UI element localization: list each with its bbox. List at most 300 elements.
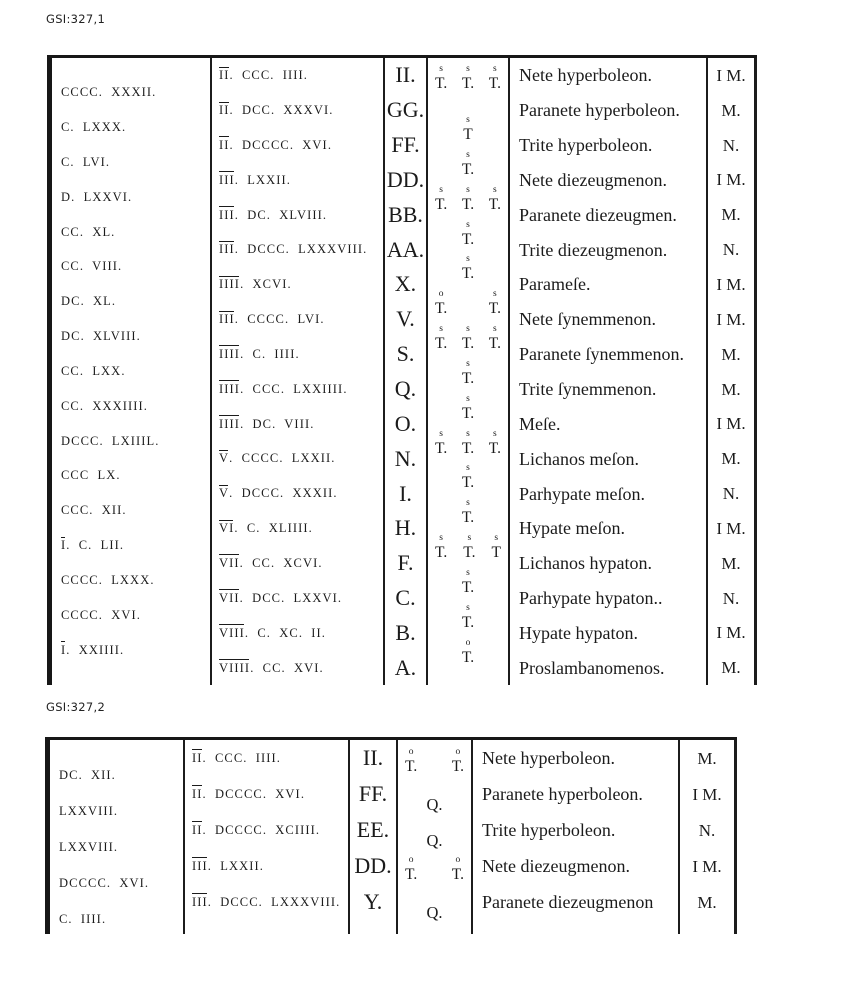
note-name: Trite ſynemmenon. bbox=[519, 379, 657, 400]
numeral-text: DC. XLVIII. bbox=[61, 329, 141, 344]
note-name: Nete diezeugmenon. bbox=[519, 169, 667, 190]
tone-symbol: T bbox=[463, 126, 473, 144]
interval-cell bbox=[398, 812, 473, 848]
interval-cell bbox=[428, 58, 510, 93]
overlined-numeral: IIII bbox=[219, 277, 241, 292]
note-letter-cell bbox=[385, 372, 428, 407]
interval-mark: s bbox=[466, 428, 470, 439]
note-letter: N. bbox=[394, 445, 417, 471]
string-number-numeral bbox=[219, 348, 300, 361]
numeral-text: . C. IIII. bbox=[240, 346, 300, 361]
genus-mark: M. bbox=[721, 379, 741, 399]
note-letter: X. bbox=[394, 271, 417, 297]
note-name: Trite hyperboleon. bbox=[519, 135, 653, 156]
interval-mark: s bbox=[466, 602, 470, 613]
interval-cell bbox=[428, 160, 510, 213]
note-name-cell bbox=[510, 58, 708, 93]
note-name-cell bbox=[473, 884, 680, 920]
interval-mark: o bbox=[465, 637, 471, 648]
numeral-text: . DC. XLVIII. bbox=[234, 207, 328, 222]
mark-cell bbox=[680, 848, 737, 884]
note-letter-cell bbox=[385, 406, 428, 441]
tone-symbol: T. bbox=[451, 865, 464, 883]
string-number-numeral bbox=[219, 174, 291, 187]
interval-mark: s bbox=[439, 184, 443, 195]
interval-mark: s bbox=[439, 64, 443, 75]
interval-mark: s bbox=[466, 184, 470, 195]
tone-symbol: T. bbox=[405, 865, 418, 883]
difference-cell bbox=[50, 776, 185, 818]
overlined-numeral: VIIII bbox=[219, 660, 251, 675]
difference-cell bbox=[52, 476, 212, 518]
note-name: Nete hyperboleon. bbox=[519, 65, 652, 86]
interval-unit bbox=[452, 748, 464, 775]
numeral-text: . DC. VIII. bbox=[240, 416, 315, 431]
string-number-cell bbox=[212, 302, 385, 337]
note-name: Trite diezeugmenon. bbox=[519, 239, 668, 260]
tone-symbol: T. bbox=[461, 265, 475, 283]
string-number-cell bbox=[212, 581, 385, 616]
note-letter-cell bbox=[385, 232, 428, 267]
numeral-text: DC. XII. bbox=[59, 767, 116, 782]
numeral-text: . DCCC. LXXXVIII. bbox=[234, 242, 368, 257]
interval-cell bbox=[428, 578, 510, 631]
note-name-cell bbox=[510, 650, 708, 685]
interval-mark: s bbox=[493, 184, 497, 195]
note-name: Hypate meſon. bbox=[519, 518, 625, 539]
interval-cell bbox=[428, 476, 510, 527]
interval-mark: s bbox=[466, 324, 470, 335]
string-number-cell bbox=[185, 776, 350, 812]
numeral-text: CC. XL. bbox=[61, 224, 116, 239]
note-name-cell bbox=[510, 197, 708, 232]
note-letter-cell bbox=[385, 581, 428, 616]
interval-mark: s bbox=[466, 358, 470, 369]
note-letter-cell bbox=[350, 884, 398, 920]
interval-mark: s bbox=[493, 324, 497, 335]
overlined-numeral: II bbox=[219, 68, 230, 83]
interval-mark: o bbox=[455, 746, 461, 757]
interval-mark: s bbox=[439, 533, 443, 544]
note-letter-cell bbox=[385, 650, 428, 685]
interval-cell bbox=[428, 93, 510, 144]
tone-symbol: T. bbox=[461, 369, 475, 387]
interval-mark: s bbox=[466, 254, 470, 265]
genus-mark: I M. bbox=[716, 309, 746, 329]
tone-symbol: T. bbox=[461, 404, 475, 422]
overlined-numeral: VIII bbox=[219, 625, 245, 640]
numeral-text: CC. VIII. bbox=[61, 259, 123, 274]
tone-symbol: T. bbox=[488, 335, 501, 353]
overlined-numeral: V bbox=[219, 451, 230, 466]
numeral-text: . CC. XCVI. bbox=[239, 555, 323, 570]
string-number-cell bbox=[212, 232, 385, 267]
string-number-cell bbox=[212, 163, 385, 198]
interval-marks bbox=[398, 748, 471, 775]
tone-symbol: T. bbox=[435, 300, 448, 318]
tone-symbol: T. bbox=[405, 757, 418, 775]
tone-symbol: T. bbox=[463, 544, 476, 562]
interval-mark: s bbox=[466, 219, 470, 230]
mark-cell bbox=[708, 232, 757, 267]
difference-cell bbox=[50, 848, 185, 890]
note-name: Lichanos hypaton. bbox=[519, 553, 652, 574]
note-name-cell bbox=[510, 128, 708, 163]
mark-cell bbox=[708, 546, 757, 581]
genus-mark: N. bbox=[722, 135, 740, 155]
note-letter-cell bbox=[350, 776, 398, 812]
interval-marks bbox=[398, 794, 471, 814]
interval-mark: s bbox=[439, 324, 443, 335]
tone-symbol: T. bbox=[461, 439, 475, 457]
interval-cell bbox=[398, 740, 473, 776]
interval-mark: s bbox=[466, 567, 470, 578]
table-1 bbox=[47, 55, 757, 685]
overlined-numeral: III bbox=[192, 858, 208, 873]
tone-symbol: T. bbox=[461, 160, 475, 178]
genus-mark: M. bbox=[721, 658, 741, 678]
numeral-text: . DCCC. LXXXVIII. bbox=[207, 894, 341, 909]
mark-cell bbox=[708, 267, 757, 302]
string-number-numeral bbox=[219, 557, 323, 570]
note-name-cell bbox=[510, 476, 708, 511]
numeral-text: . DCCCC. XCIIII. bbox=[202, 822, 321, 837]
note-name: Meſe. bbox=[519, 413, 561, 434]
difference-cell bbox=[50, 884, 185, 926]
tone-symbol: T. bbox=[461, 648, 475, 666]
note-letter-cell bbox=[385, 58, 428, 93]
note-letter-cell bbox=[385, 337, 428, 372]
note-name-cell bbox=[510, 372, 708, 407]
string-number-numeral bbox=[219, 69, 308, 82]
numeral-text: C. LVI. bbox=[61, 154, 111, 169]
note-name-cell bbox=[510, 93, 708, 128]
overlined-numeral: IIII bbox=[219, 381, 241, 396]
interval-marks bbox=[398, 902, 471, 922]
mark-cell bbox=[708, 441, 757, 476]
interval-unit bbox=[452, 856, 464, 883]
interval-unit bbox=[489, 65, 501, 92]
tone-symbol: T. bbox=[461, 195, 475, 213]
tone-symbol: T. bbox=[435, 335, 448, 353]
note-letter: F. bbox=[397, 550, 414, 576]
tone-symbol: T. bbox=[451, 757, 464, 775]
interval-cell bbox=[428, 197, 510, 248]
string-number-numeral bbox=[219, 452, 336, 465]
genus-mark: M. bbox=[721, 205, 741, 225]
string-number-numeral bbox=[192, 860, 264, 873]
note-letter: GG. bbox=[386, 97, 425, 123]
numeral-text: DC. XL. bbox=[61, 294, 117, 309]
mark-cell bbox=[708, 372, 757, 407]
string-number-cell bbox=[185, 740, 350, 776]
note-letter-cell bbox=[385, 267, 428, 302]
note-letter: C. bbox=[395, 585, 416, 611]
string-number-cell bbox=[212, 128, 385, 163]
interval-unit bbox=[405, 856, 417, 883]
tone-symbol: T. bbox=[435, 439, 448, 457]
difference-cell bbox=[52, 197, 212, 239]
note-letter: I. bbox=[399, 480, 412, 506]
page-label-1: GSI:327,1 bbox=[46, 12, 106, 26]
string-number-cell bbox=[212, 441, 385, 476]
interval-mark: s bbox=[466, 149, 470, 160]
interval-cell bbox=[428, 613, 510, 666]
table-2 bbox=[45, 737, 737, 934]
overlined-numeral: II bbox=[192, 786, 203, 801]
interval-cell bbox=[428, 302, 510, 353]
note-name: Parhypate meſon. bbox=[519, 483, 645, 504]
string-number-numeral bbox=[192, 824, 320, 837]
interval-mark: s bbox=[466, 463, 470, 474]
interval-mark: o bbox=[408, 746, 414, 757]
note-name-cell bbox=[510, 581, 708, 616]
note-letter-cell bbox=[385, 616, 428, 651]
difference-cell bbox=[50, 740, 185, 782]
interval-marks bbox=[398, 856, 471, 883]
genus-mark: M. bbox=[721, 100, 741, 120]
numeral-text: CCC LX. bbox=[61, 468, 121, 483]
note-letter: AA. bbox=[386, 236, 425, 262]
mark-cell bbox=[680, 920, 737, 934]
overlined-numeral: IIII bbox=[219, 416, 241, 431]
interval-mark: o bbox=[455, 854, 461, 865]
string-number-cell bbox=[212, 267, 385, 302]
note-name: Nete diezeugmenon. bbox=[482, 856, 630, 876]
string-number-cell bbox=[185, 920, 350, 934]
difference-cell bbox=[52, 546, 212, 587]
genus-mark: M. bbox=[697, 892, 717, 912]
difference-cell bbox=[52, 128, 212, 169]
note-name-cell bbox=[510, 163, 708, 198]
overlined-numeral: II bbox=[192, 822, 203, 837]
tone-symbol: T. bbox=[488, 300, 501, 318]
difference-cell bbox=[52, 372, 212, 413]
string-number-cell bbox=[185, 884, 350, 920]
note-letter: H. bbox=[394, 515, 417, 541]
tone-symbol: T. bbox=[461, 578, 475, 596]
interval-mark: s bbox=[466, 115, 470, 126]
mark-cell bbox=[708, 616, 757, 651]
numeral-text: . DCCCC. XVI. bbox=[202, 786, 306, 801]
string-number-numeral bbox=[219, 104, 333, 117]
string-number-cell bbox=[212, 511, 385, 546]
note-letter-cell bbox=[350, 920, 398, 934]
interval-cell bbox=[398, 884, 473, 920]
mark-cell bbox=[680, 776, 737, 812]
genus-mark: I M. bbox=[716, 414, 746, 434]
quarter-symbol: Q. bbox=[426, 830, 443, 850]
string-number-numeral bbox=[219, 313, 325, 326]
overlined-numeral: VII bbox=[219, 555, 240, 570]
genus-mark: M. bbox=[697, 748, 717, 768]
numeral-text: . C. XLIIII. bbox=[234, 521, 313, 536]
mark-cell bbox=[708, 476, 757, 511]
note-letter-cell bbox=[385, 511, 428, 546]
note-name: Parhypate hypaton.. bbox=[519, 588, 663, 609]
tone-symbol: T. bbox=[488, 75, 501, 93]
difference-cell bbox=[52, 93, 212, 135]
note-name-cell bbox=[510, 546, 708, 581]
string-number-numeral bbox=[192, 896, 340, 909]
numeral-text: CCCC. LXXX. bbox=[61, 572, 155, 587]
interval-mark: s bbox=[494, 533, 499, 544]
note-letter: A. bbox=[394, 654, 417, 680]
numeral-text: . LXXII. bbox=[234, 172, 291, 187]
note-letter: DD. bbox=[354, 853, 392, 878]
string-number-cell bbox=[212, 650, 385, 685]
note-name-cell bbox=[510, 441, 708, 476]
interval-mark: s bbox=[466, 393, 470, 404]
numeral-text: . CCCC. LVI. bbox=[234, 312, 325, 327]
note-name-cell bbox=[510, 616, 708, 651]
tone-symbol: T. bbox=[461, 509, 475, 527]
difference-cell bbox=[50, 812, 185, 854]
note-letter-cell bbox=[385, 93, 428, 128]
interval-cell bbox=[428, 232, 510, 283]
numeral-text: LXXVIII. bbox=[59, 839, 119, 854]
note-name-cell bbox=[473, 812, 680, 848]
note-name-cell bbox=[510, 267, 708, 302]
note-name: Parameſe. bbox=[519, 274, 591, 295]
numeral-text: C. LXXX. bbox=[61, 120, 127, 135]
note-name-cell bbox=[510, 511, 708, 546]
difference-cell bbox=[52, 441, 212, 483]
note-letter-cell bbox=[350, 740, 398, 776]
note-name: Paranete diezeugmen. bbox=[519, 204, 677, 225]
overlined-numeral: II bbox=[219, 103, 230, 118]
numeral-text: DCCC. LXIIIL. bbox=[61, 433, 160, 448]
genus-mark: I M. bbox=[716, 65, 746, 85]
mark-cell bbox=[680, 740, 737, 776]
difference-cell bbox=[52, 267, 212, 309]
note-letter: FF. bbox=[391, 132, 420, 158]
note-name: Nete hyperboleon. bbox=[482, 748, 615, 768]
string-number-numeral bbox=[219, 592, 342, 605]
interval-cell bbox=[398, 848, 473, 884]
note-name: Proslambanomenos. bbox=[519, 657, 665, 678]
note-name-cell bbox=[510, 302, 708, 337]
note-name-cell bbox=[473, 920, 680, 934]
mark-cell bbox=[708, 163, 757, 198]
note-name: Paranete diezeugmenon bbox=[482, 892, 654, 912]
note-letter: V. bbox=[396, 306, 415, 332]
difference-cell bbox=[52, 232, 212, 274]
tone-symbol: T. bbox=[461, 75, 475, 93]
note-letter: B. bbox=[395, 619, 416, 645]
interval-mark: s bbox=[493, 289, 497, 300]
numeral-text: . CC. XVI. bbox=[250, 660, 324, 675]
numeral-text: CCC. XII. bbox=[61, 503, 127, 518]
numeral-text: C. IIII. bbox=[59, 911, 107, 926]
interval-unit bbox=[435, 65, 447, 92]
tone-symbol: T. bbox=[435, 195, 448, 213]
genus-mark: N. bbox=[722, 240, 740, 260]
numeral-text: . XXIIII. bbox=[66, 642, 125, 657]
note-name: Nete ſynemmenon. bbox=[519, 309, 656, 330]
interval-unit bbox=[462, 65, 474, 92]
numeral-text: . XCVI. bbox=[240, 277, 292, 292]
string-number-numeral bbox=[219, 243, 367, 256]
note-name: Trite hyperboleon. bbox=[482, 820, 616, 840]
mark-cell bbox=[708, 197, 757, 232]
numeral-text: DCCCC. XVI. bbox=[59, 875, 150, 890]
numeral-text: . CCC. IIII. bbox=[202, 750, 282, 765]
difference-cell bbox=[52, 337, 212, 378]
note-letter-cell bbox=[385, 476, 428, 511]
string-number-numeral bbox=[192, 752, 281, 765]
interval-mark: s bbox=[493, 428, 497, 439]
note-letter-cell bbox=[350, 848, 398, 884]
note-letter: FF. bbox=[358, 781, 388, 806]
numeral-text: D. LXXVI. bbox=[61, 189, 133, 204]
string-number-cell bbox=[212, 197, 385, 232]
note-letter: II. bbox=[362, 745, 384, 770]
interval-cell bbox=[428, 337, 510, 387]
note-name: Paranete hyperboleon. bbox=[482, 784, 643, 804]
numeral-text: . LXXII. bbox=[207, 858, 264, 873]
interval-cell bbox=[428, 511, 510, 562]
difference-cell bbox=[52, 163, 212, 204]
string-number-numeral bbox=[219, 139, 332, 152]
overlined-numeral: II bbox=[192, 750, 203, 765]
string-number-numeral bbox=[219, 383, 348, 396]
mark-cell bbox=[708, 581, 757, 616]
note-letter-cell bbox=[385, 163, 428, 198]
note-name-cell bbox=[473, 740, 680, 776]
difference-cell bbox=[50, 920, 185, 934]
note-name: Paranete ſynemmenon. bbox=[519, 344, 684, 365]
interval-mark: s bbox=[466, 498, 470, 509]
note-name-cell bbox=[510, 232, 708, 267]
overlined-numeral: III bbox=[219, 312, 235, 327]
mark-cell bbox=[708, 93, 757, 128]
note-name: Hypate hypaton. bbox=[519, 622, 638, 643]
note-letter: Y. bbox=[363, 889, 383, 914]
numeral-text: . CCCC. LXXII. bbox=[229, 451, 336, 466]
interval-marks bbox=[428, 65, 508, 92]
difference-cell bbox=[52, 302, 212, 344]
string-number-numeral bbox=[219, 278, 292, 291]
interval-mark: s bbox=[493, 64, 497, 75]
note-letter-cell bbox=[385, 128, 428, 163]
note-letter-cell bbox=[385, 197, 428, 232]
overlined-numeral: III bbox=[219, 172, 235, 187]
difference-cell bbox=[52, 58, 212, 100]
difference-cell bbox=[52, 616, 212, 657]
overlined-numeral: III bbox=[192, 894, 208, 909]
numeral-text: CC. LXX. bbox=[61, 363, 126, 378]
interval-cell bbox=[428, 546, 510, 596]
interval-cell bbox=[398, 776, 473, 812]
page-label-2: GSI:327,2 bbox=[46, 700, 106, 714]
interval-cell bbox=[428, 406, 510, 457]
genus-mark: I M. bbox=[716, 170, 746, 190]
difference-cell bbox=[52, 511, 212, 553]
numeral-text: . C. LII. bbox=[66, 538, 125, 553]
numeral-text: . CCC. IIII. bbox=[229, 68, 309, 83]
genus-mark: N. bbox=[722, 588, 740, 608]
mark-cell bbox=[708, 58, 757, 93]
note-letter: II. bbox=[395, 62, 416, 88]
numeral-text: CC. XXXIIII. bbox=[61, 398, 148, 413]
mark-cell bbox=[708, 302, 757, 337]
note-name: Lichanos meſon. bbox=[519, 448, 639, 469]
string-number-cell bbox=[185, 848, 350, 884]
note-name-cell bbox=[510, 406, 708, 441]
overlined-numeral: I bbox=[61, 538, 67, 553]
string-number-numeral bbox=[219, 662, 324, 675]
